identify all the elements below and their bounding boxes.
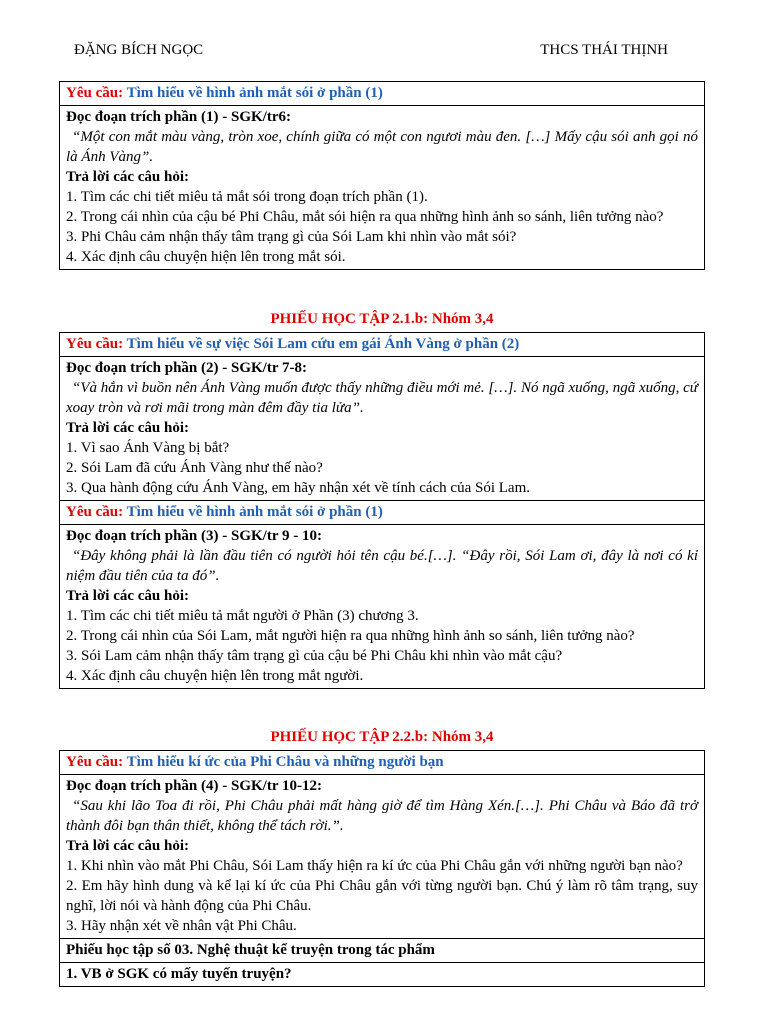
requirement-text: Tìm hiểu về hình ảnh mắt sói ở phần (1) bbox=[126, 85, 383, 101]
requirement-row bbox=[60, 751, 704, 775]
requirement-row bbox=[60, 333, 704, 357]
worksheet-box-1 bbox=[59, 81, 705, 270]
excerpt-quote: “Và hắn vì buồn nên Ánh Vàng muốn được thấy những điều mới mẻ. […]. Nó ngã xuống, ngã xuống, cứ xoay tròn và rơi mãi trong màn đêm đầy tia lửa”. bbox=[66, 380, 698, 416]
question-3: 3. Hãy nhận xét về nhân vật Phi Châu. bbox=[66, 918, 297, 934]
sheet-title-2: PHIẾU HỌC TẬP 2.2.b: Nhóm 3,4 bbox=[270, 729, 494, 745]
excerpt-quote: “Sau khi lão Toa đi rồi, Phi Châu phải mất hàng giờ để tìm Hàng Xén.[…]. Phi Châu và Báo đã trở thành đôi bạn thân thiết, không thể tách rời.”. bbox=[66, 798, 698, 834]
question-2: 2. Trong cái nhìn của cậu bé Phi Châu, mắt sói hiện ra qua những hình ảnh so sánh, liên tưởng nào? bbox=[66, 209, 664, 225]
answer-title: Trả lời các câu hỏi: bbox=[66, 588, 190, 604]
requirement-label: Yêu cầu: bbox=[66, 85, 124, 101]
answer-title: Trả lời các câu hỏi: bbox=[66, 838, 190, 854]
sheet-title-1: PHIẾU HỌC TẬP 2.1.b: Nhóm 3,4 bbox=[270, 311, 494, 327]
requirement-label: Yêu cầu: bbox=[66, 504, 124, 520]
excerpt-quote: “Một con mắt màu vàng, tròn xoe, chính giữa có một con ngươi màu đen. […] Mấy cậu sói anh gọi nó là Ánh Vàng”. bbox=[66, 129, 698, 165]
author-name: ĐẶNG BÍCH NGỌC bbox=[74, 42, 204, 58]
requirement-text: Tìm hiểu kí ức của Phi Châu và những người bạn bbox=[126, 754, 444, 770]
requirement-label: Yêu cầu: bbox=[66, 336, 124, 352]
answer-title: Trả lời các câu hỏi: bbox=[66, 420, 190, 436]
question-vb: 1. VB ở SGK có mấy tuyến truyện? bbox=[66, 966, 292, 982]
sheet-title-3: Phiếu học tập số 03. Nghệ thuật kể truyện trong tác phẩm bbox=[60, 939, 704, 963]
school-name: THCS THÁI THỊNH bbox=[540, 42, 668, 58]
requirement-row-2 bbox=[60, 501, 704, 525]
worksheet-box-2 bbox=[59, 332, 705, 689]
requirement-label: Yêu cầu: bbox=[66, 754, 124, 770]
question-1: 1. Khi nhìn vào mắt Phi Châu, Sói Lam thấy hiện ra kí ức của Phi Châu gắn với những người bạn nào? bbox=[66, 858, 683, 874]
content-row bbox=[60, 106, 704, 269]
question-3: 3. Sói Lam cảm nhận thấy tâm trạng gì của cậu bé Phi Châu khi nhìn vào mắt cậu? bbox=[66, 648, 563, 664]
worksheet-box-3 bbox=[59, 750, 705, 987]
reading-title: Đọc đoạn trích phần (4) - SGK/tr 10-12: bbox=[66, 778, 322, 794]
requirement-text: Tìm hiểu về hình ảnh mắt sói ở phần (1) bbox=[126, 504, 383, 520]
content-row bbox=[60, 357, 704, 501]
question-1: 1. Vì sao Ánh Vàng bị bắt? bbox=[66, 440, 230, 456]
question-1: 1. Tìm các chi tiết miêu tả mắt sói trong đoạn trích phần (1). bbox=[66, 189, 428, 205]
answer-title: Trả lời các câu hỏi: bbox=[66, 169, 190, 185]
content-row bbox=[60, 775, 704, 939]
question-2: 2. Sói Lam đã cứu Ánh Vàng như thế nào? bbox=[66, 460, 323, 476]
requirement-text: Tìm hiểu về sự việc Sói Lam cứu em gái Ánh Vàng ở phần (2) bbox=[126, 336, 520, 352]
page-header bbox=[74, 42, 668, 64]
reading-title: Đọc đoạn trích phần (3) - SGK/tr 9 - 10: bbox=[66, 528, 322, 544]
question-3: 3. Qua hành động cứu Ánh Vàng, em hãy nhận xét về tính cách của Sói Lam. bbox=[66, 480, 530, 496]
question-3: 3. Phi Châu cảm nhận thấy tâm trạng gì của Sói Lam khi nhìn vào mắt sói? bbox=[66, 229, 517, 245]
question-4: 4. Xác định câu chuyện hiện lên trong mắt sói. bbox=[66, 249, 346, 265]
content-row-2 bbox=[60, 525, 704, 688]
reading-title: Đọc đoạn trích phần (2) - SGK/tr 7-8: bbox=[66, 360, 307, 376]
requirement-row bbox=[60, 82, 704, 106]
question-4: 4. Xác định câu chuyện hiện lên trong mắt người. bbox=[66, 668, 364, 684]
question-2: 2. Em hãy hình dung và kể lại kí ức của Phi Châu gắn với từng người bạn. Chú ý làm rõ tâm trạng, suy nghĩ, lời nói và hành động của Phi Châu. bbox=[66, 878, 698, 914]
reading-title: Đọc đoạn trích phần (1) - SGK/tr6: bbox=[66, 109, 291, 125]
question-1: 1. Tìm các chi tiết miêu tả mắt người ở Phần (3) chương 3. bbox=[66, 608, 419, 624]
excerpt-quote: “Đây không phải là lần đầu tiên có người hỏi tên cậu bé.[…]. “Đây rồi, Sói Lam ơi, đây là nơi có kỉ niệm đầu tiên của ta đó”. bbox=[66, 548, 698, 584]
question-2: 2. Trong cái nhìn của Sói Lam, mắt người hiện ra qua những hình ảnh so sánh, liên tưởng nào? bbox=[66, 628, 635, 644]
